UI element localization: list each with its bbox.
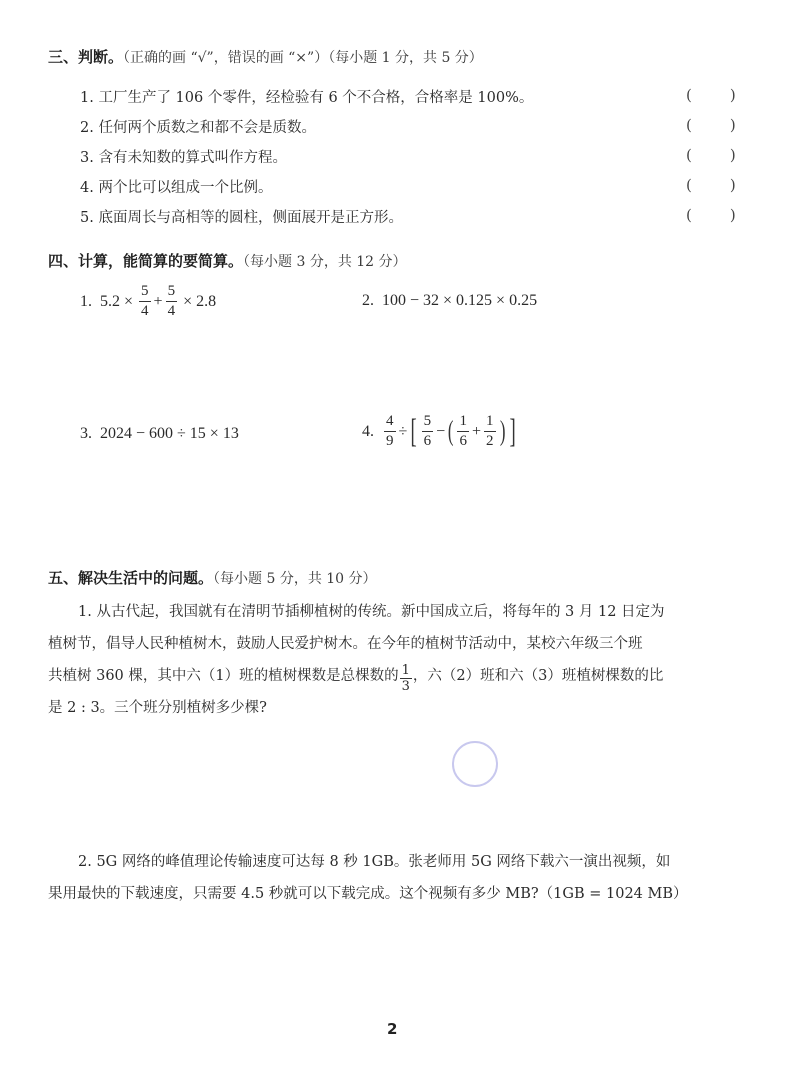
problem-text: 2. 5G 网络的峰值理论传输速度可达每 8 秒 1GB。张老师用 5G 网络下载六一演出视频，如 bbox=[78, 854, 671, 870]
paren-open: ( bbox=[686, 146, 692, 164]
section-4-heading bbox=[48, 250, 407, 271]
problem-text: ，六（2）班和六（3）班植树棵数的比 bbox=[412, 668, 664, 684]
problem-text: 共植树 360 棵，其中六（1）班的植树棵数是总棵数的 bbox=[48, 668, 399, 684]
section-4-title: 四、计算，能简算的要简算。 bbox=[48, 252, 244, 270]
problem-index: 2. bbox=[362, 292, 374, 309]
section-5-heading bbox=[48, 567, 377, 588]
judgement-item-1: 1. 工厂生产了 106 个零件，经检验有 6 个不合格，合格率是 100%。 bbox=[80, 90, 534, 106]
problem-line: 果用最快的下载速度，只需要 4.5 秒就可以下载完成。这个视频有多少 MB?（1GB = 1024 MB） bbox=[48, 886, 688, 902]
section-5-title: 五、解决生活中的问题。 bbox=[48, 569, 214, 587]
answer-blank-1[interactable] bbox=[686, 86, 736, 104]
section-3-heading bbox=[48, 46, 483, 67]
problem-line bbox=[48, 660, 748, 692]
left-square-bracket: [ bbox=[410, 412, 418, 450]
judgement-item-2: 2. 任何两个质数之和都不会是质数。 bbox=[80, 120, 316, 136]
answer-blank-5[interactable] bbox=[686, 206, 736, 224]
calc-problem-1 bbox=[80, 284, 216, 319]
problem-index: 1. bbox=[80, 292, 92, 310]
times-sign: × bbox=[183, 292, 193, 310]
paren-close: ) bbox=[729, 146, 736, 164]
denominator: 4 bbox=[167, 303, 176, 319]
plus-sign: + bbox=[471, 422, 481, 440]
expression: 2024 − 600 ÷ 15 × 13 bbox=[100, 425, 239, 442]
fraction bbox=[457, 414, 469, 449]
problem-line: 植树节，倡导人民种植树木，鼓励人民爱护树木。在今年的植树节活动中，某校六年级三个班 bbox=[48, 636, 643, 652]
fraction bbox=[384, 414, 396, 449]
right-paren: ) bbox=[499, 415, 505, 447]
numerator: 5 bbox=[166, 284, 178, 302]
paren-close: ) bbox=[729, 176, 736, 194]
calc-problem-2 bbox=[362, 292, 537, 310]
paren-open: ( bbox=[686, 176, 692, 194]
denominator: 6 bbox=[423, 433, 432, 449]
operand: 5.2 bbox=[100, 292, 120, 310]
section-3-note: （正确的画 “√”，错误的画 “×”）（每小题 1 分，共 5 分） bbox=[123, 50, 483, 66]
left-paren: ( bbox=[448, 415, 454, 447]
judgement-item-3: 3. 含有未知数的算式叫作方程。 bbox=[80, 150, 287, 166]
paren-close: ) bbox=[729, 116, 736, 134]
expression: 100 − 32 × 0.125 × 0.25 bbox=[382, 292, 538, 309]
paren-open: ( bbox=[686, 116, 692, 134]
numerator: 1 bbox=[484, 414, 496, 432]
denominator: 4 bbox=[141, 303, 149, 319]
calc-problem-3 bbox=[80, 425, 239, 443]
fraction bbox=[484, 414, 496, 449]
problem-index: 3. bbox=[80, 425, 92, 442]
section-3-title: 三、判断。 bbox=[48, 48, 124, 66]
calc-problem-4 bbox=[362, 414, 518, 449]
denominator: 3 bbox=[401, 678, 410, 694]
word-problem-2 bbox=[48, 846, 748, 910]
fraction bbox=[166, 284, 178, 319]
denominator: 2 bbox=[486, 433, 494, 449]
problem-index: 4. bbox=[362, 422, 374, 440]
problem-line bbox=[48, 846, 748, 878]
answer-blank-2[interactable] bbox=[686, 116, 736, 134]
numerator: 4 bbox=[384, 414, 396, 432]
answer-blank-3[interactable] bbox=[686, 146, 736, 164]
answer-blank-4[interactable] bbox=[686, 176, 736, 194]
problem-line bbox=[48, 596, 748, 628]
right-square-bracket: ] bbox=[509, 412, 516, 450]
fraction bbox=[400, 664, 412, 693]
section-5-note: （每小题 5 分，共 10 分） bbox=[213, 571, 377, 587]
judgement-item-4: 4. 两个比可以组成一个比例。 bbox=[80, 180, 273, 196]
paren-close: ) bbox=[729, 206, 736, 224]
paren-open: ( bbox=[686, 206, 692, 224]
minus-sign: − bbox=[436, 422, 446, 440]
fraction bbox=[422, 414, 434, 449]
paren-open: ( bbox=[686, 86, 692, 104]
numerator: 1 bbox=[401, 662, 410, 678]
section-4-note: （每小题 3 分，共 12 分） bbox=[243, 254, 407, 270]
denominator: 6 bbox=[459, 433, 467, 449]
numerator: 1 bbox=[457, 414, 469, 432]
page-number: 2 bbox=[387, 1020, 398, 1038]
numerator: 5 bbox=[422, 414, 434, 432]
denominator: 9 bbox=[386, 433, 394, 449]
word-problem-1 bbox=[48, 596, 748, 724]
fraction bbox=[139, 284, 151, 319]
paren-close: ) bbox=[729, 86, 736, 104]
plus-sign: + bbox=[153, 292, 163, 310]
numerator: 5 bbox=[139, 284, 151, 302]
divide-sign: ÷ bbox=[398, 422, 408, 440]
operand: 2.8 bbox=[196, 292, 217, 310]
circle-mark bbox=[452, 741, 498, 787]
problem-line: 是 2 : 3。三个班分别植树多少棵? bbox=[48, 700, 267, 716]
times-sign: × bbox=[124, 292, 134, 310]
judgement-item-5: 5. 底面周长与高相等的圆柱，侧面展开是正方形。 bbox=[80, 210, 403, 226]
problem-text: 1. 从古代起，我国就有在清明节插柳植树的传统。新中国成立后，将每年的 3 月 12 日定为 bbox=[78, 604, 665, 620]
